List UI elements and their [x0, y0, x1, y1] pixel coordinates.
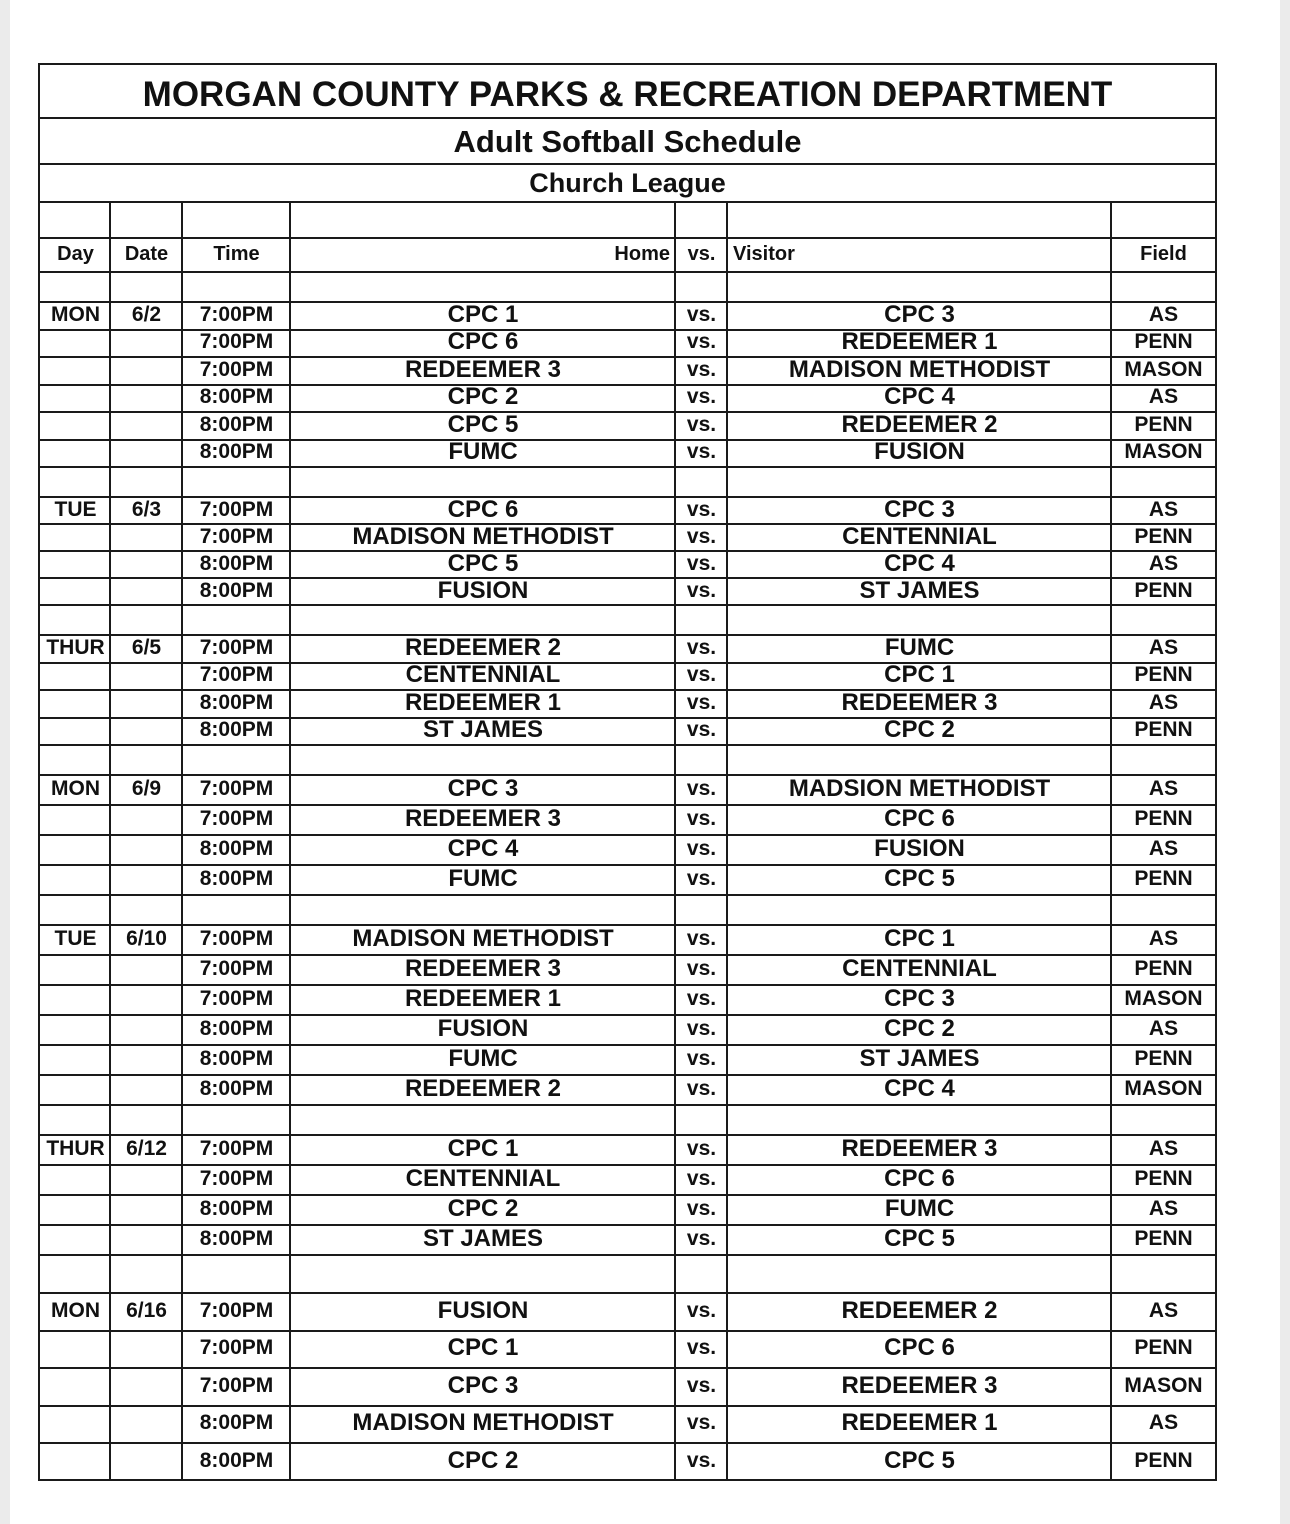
game-time: 8:00PM [199, 1077, 274, 1100]
vs-label: vs. [686, 777, 717, 800]
field-name: AS [1148, 497, 1179, 521]
vs-label: vs. [686, 330, 717, 354]
col-header-home: Home [614, 242, 670, 265]
vs-label: vs. [686, 1017, 717, 1040]
home-team: REDEEMER 2 [404, 1075, 562, 1102]
game-time: 7:00PM [199, 330, 274, 354]
field-name: PENN [1134, 1448, 1193, 1472]
vs-label: vs. [686, 1197, 717, 1220]
visitor-team: REDEEMER 3 [841, 689, 998, 716]
home-team: REDEEMER 1 [404, 985, 562, 1012]
field-name: MASON [1124, 1373, 1203, 1397]
visitor-team: CPC 1 [884, 661, 955, 689]
vs-label: vs. [686, 357, 717, 381]
game-time: 7:00PM [199, 1373, 274, 1397]
vs-label: vs. [686, 837, 717, 860]
schedule-title: Adult Softball Schedule [453, 124, 802, 159]
home-team: CENTENNIAL [405, 1165, 561, 1192]
home-team: CPC 5 [447, 550, 519, 577]
col-header-day: Day [57, 242, 94, 265]
grid-line [1110, 201, 1112, 1480]
home-team: FUMC [448, 438, 518, 466]
field-name: PENN [1134, 330, 1193, 354]
game-time: 8:00PM [199, 1448, 274, 1472]
field-name: AS [1148, 1298, 1179, 1322]
date-label: 6/3 [131, 497, 162, 521]
home-team: CPC 2 [447, 1195, 519, 1222]
vs-label: vs. [686, 412, 717, 436]
vs-label: vs. [686, 1336, 717, 1360]
game-time: 7:00PM [199, 1137, 274, 1160]
field-name: AS [1148, 1137, 1179, 1160]
grid-line [40, 604, 1215, 606]
visitor-team: REDEEMER 2 [841, 1296, 998, 1324]
visitor-team: MADISON METHODIST [788, 356, 1051, 383]
visitor-team: REDEEMER 1 [841, 328, 998, 356]
visitor-team: CPC 2 [884, 716, 955, 744]
schedule-table [38, 63, 1217, 1481]
visitor-team: ST JAMES [859, 577, 980, 604]
game-time: 7:00PM [199, 357, 274, 381]
game-time: 8:00PM [199, 412, 274, 436]
field-name: AS [1148, 690, 1179, 714]
vs-label: vs. [686, 1077, 717, 1100]
visitor-team: MADSION METHODIST [788, 775, 1051, 802]
game-time: 8:00PM [199, 440, 274, 464]
home-team: CPC 5 [447, 411, 519, 438]
field-name: AS [1148, 551, 1179, 575]
field-name: MASON [1124, 440, 1203, 464]
field-name: AS [1148, 1017, 1179, 1040]
home-team: FUSION [437, 577, 529, 604]
field-name: PENN [1134, 412, 1193, 436]
field-name: AS [1148, 385, 1179, 409]
vs-label: vs. [686, 957, 717, 980]
game-time: 7:00PM [199, 635, 274, 659]
field-name: MASON [1124, 987, 1203, 1010]
visitor-team: CPC 6 [884, 805, 955, 832]
field-name: PENN [1134, 524, 1193, 548]
visitor-team: ST JAMES [859, 1045, 980, 1072]
date-label: 6/10 [126, 927, 167, 950]
field-name: AS [1148, 927, 1179, 950]
department-title: MORGAN COUNTY PARKS & RECREATION DEPARTMENT [142, 75, 1113, 114]
home-team: REDEEMER 2 [404, 634, 562, 661]
game-time: 7:00PM [199, 302, 274, 326]
date-label: 6/12 [126, 1137, 167, 1160]
visitor-team: CPC 3 [884, 985, 955, 1012]
vs-label: vs. [686, 987, 717, 1010]
field-name: PENN [1134, 1047, 1193, 1070]
field-name: PENN [1134, 1336, 1193, 1360]
grid-line [109, 201, 111, 1480]
visitor-team: CPC 2 [884, 1015, 955, 1042]
vs-label: vs. [686, 1298, 717, 1322]
home-team: FUSION [437, 1015, 529, 1042]
game-time: 8:00PM [199, 1227, 274, 1250]
game-time: 7:00PM [199, 1167, 274, 1190]
vs-label: vs. [686, 440, 717, 464]
home-team: CPC 3 [447, 1371, 519, 1399]
home-team: CPC 1 [447, 1334, 519, 1362]
home-team: MADISON METHODIST [352, 925, 614, 952]
home-team: FUMC [448, 865, 518, 892]
visitor-team: CPC 1 [884, 925, 955, 952]
game-time: 7:00PM [199, 927, 274, 950]
grid-line [40, 894, 1215, 896]
home-team: REDEEMER 1 [404, 689, 562, 716]
vs-label: vs. [686, 1411, 717, 1435]
vs-label: vs. [686, 718, 717, 742]
field-name: AS [1148, 1411, 1179, 1435]
grid-line [40, 117, 1215, 119]
vs-label: vs. [686, 1373, 717, 1397]
visitor-team: REDEEMER 2 [841, 411, 998, 438]
field-name: AS [1148, 837, 1179, 860]
field-name: AS [1148, 777, 1179, 800]
game-time: 7:00PM [199, 497, 274, 521]
visitor-team: REDEEMER 3 [841, 1135, 998, 1162]
visitor-team: CPC 5 [884, 1225, 955, 1252]
home-team: CPC 1 [447, 301, 519, 328]
grid-line [40, 744, 1215, 746]
col-header-visitor: Visitor [733, 242, 795, 265]
date-label: 6/16 [126, 1298, 167, 1322]
grid-line [674, 201, 676, 1480]
game-time: 7:00PM [199, 524, 274, 548]
vs-label: vs. [686, 1137, 717, 1160]
field-name: PENN [1134, 663, 1193, 687]
date-label: 6/5 [131, 635, 162, 659]
grid-line [726, 201, 728, 1480]
visitor-team: CPC 3 [884, 496, 955, 523]
home-team: REDEEMER 3 [404, 955, 562, 982]
home-team: CPC 2 [447, 383, 519, 411]
grid-line [40, 201, 1215, 203]
visitor-team: FUMC [884, 634, 955, 661]
day-label: TUE [54, 497, 97, 521]
game-time: 8:00PM [199, 1017, 274, 1040]
day-label: THUR [46, 635, 105, 659]
game-time: 8:00PM [199, 1411, 274, 1435]
vs-label: vs. [686, 635, 717, 659]
home-team: MADISON METHODIST [352, 523, 614, 550]
game-time: 8:00PM [199, 837, 274, 860]
game-time: 8:00PM [199, 867, 274, 890]
game-time: 7:00PM [199, 807, 274, 830]
grid-line [181, 201, 183, 1480]
game-time: 8:00PM [199, 551, 274, 575]
field-name: PENN [1134, 1227, 1193, 1250]
field-name: PENN [1134, 807, 1193, 830]
day-label: THUR [46, 1137, 105, 1160]
game-time: 8:00PM [199, 1197, 274, 1220]
visitor-team: FUSION [874, 438, 965, 466]
field-name: PENN [1134, 578, 1193, 602]
visitor-team: CPC 4 [884, 550, 955, 577]
field-name: MASON [1124, 357, 1203, 381]
home-team: CPC 1 [447, 1135, 519, 1162]
game-time: 8:00PM [199, 578, 274, 602]
day-label: TUE [54, 927, 97, 950]
vs-label: vs. [686, 1227, 717, 1250]
day-label: MON [51, 1298, 100, 1322]
home-team: CPC 3 [447, 775, 519, 802]
vs-label: vs. [686, 927, 717, 950]
home-team: CPC 4 [447, 835, 519, 862]
game-time: 8:00PM [199, 385, 274, 409]
visitor-team: CENTENNIAL [842, 523, 997, 550]
game-time: 7:00PM [199, 957, 274, 980]
home-team: REDEEMER 3 [404, 356, 562, 383]
col-header-time: Time [213, 242, 260, 265]
vs-label: vs. [686, 551, 717, 575]
vs-label: vs. [686, 302, 717, 326]
visitor-team: FUSION [874, 835, 965, 862]
home-team: REDEEMER 3 [404, 805, 562, 832]
vs-label: vs. [686, 867, 717, 890]
visitor-team: CPC 3 [884, 301, 955, 328]
field-name: AS [1148, 302, 1179, 326]
visitor-team: REDEEMER 1 [841, 1409, 998, 1437]
home-team: CPC 6 [447, 496, 519, 523]
vs-label: vs. [686, 578, 717, 602]
home-team: ST JAMES [422, 1225, 544, 1252]
vs-label: vs. [686, 807, 717, 830]
grid-line [40, 466, 1215, 468]
field-name: PENN [1134, 957, 1193, 980]
field-name: PENN [1134, 1167, 1193, 1190]
grid-line [40, 1104, 1215, 1106]
game-time: 7:00PM [199, 1336, 274, 1360]
vs-label: vs. [686, 1167, 717, 1190]
game-time: 7:00PM [199, 1298, 274, 1322]
game-time: 8:00PM [199, 690, 274, 714]
field-name: PENN [1134, 867, 1193, 890]
col-header-field: Field [1140, 242, 1187, 265]
vs-label: vs. [686, 690, 717, 714]
visitor-team: CPC 5 [884, 1446, 955, 1474]
col-header-date: Date [124, 242, 169, 265]
game-time: 8:00PM [199, 718, 274, 742]
field-name: AS [1148, 1197, 1179, 1220]
vs-label: vs. [686, 497, 717, 521]
game-time: 7:00PM [199, 663, 274, 687]
home-team: CPC 6 [447, 328, 519, 356]
day-label: MON [51, 302, 100, 326]
visitor-team: FUMC [884, 1195, 955, 1222]
grid-line [40, 1254, 1215, 1256]
grid-line [289, 201, 291, 1480]
field-name: PENN [1134, 718, 1193, 742]
home-team: FUSION [437, 1296, 529, 1324]
col-header-vs: vs. [687, 242, 716, 265]
date-label: 6/2 [131, 302, 162, 326]
home-team: FUMC [448, 1045, 518, 1072]
document-page [10, 0, 1280, 1524]
league-title: Church League [529, 168, 726, 198]
home-team: MADISON METHODIST [352, 1409, 614, 1437]
game-time: 7:00PM [199, 987, 274, 1010]
visitor-team: CPC 4 [884, 1075, 955, 1102]
game-time: 7:00PM [199, 777, 274, 800]
vs-label: vs. [686, 663, 717, 687]
vs-label: vs. [686, 524, 717, 548]
grid-line [40, 163, 1215, 165]
visitor-team: CENTENNIAL [842, 955, 997, 982]
visitor-team: CPC 6 [884, 1165, 955, 1192]
grid-line [40, 271, 1215, 273]
visitor-team: REDEEMER 3 [841, 1371, 998, 1399]
home-team: ST JAMES [422, 716, 544, 744]
field-name: MASON [1124, 1077, 1203, 1100]
field-name: AS [1148, 635, 1179, 659]
home-team: CENTENNIAL [405, 661, 561, 689]
vs-label: vs. [686, 385, 717, 409]
vs-label: vs. [686, 1448, 717, 1472]
day-label: MON [51, 777, 100, 800]
home-team: CPC 2 [447, 1446, 519, 1474]
visitor-team: CPC 6 [884, 1334, 955, 1362]
visitor-team: CPC 5 [884, 865, 955, 892]
game-time: 8:00PM [199, 1047, 274, 1070]
date-label: 6/9 [131, 777, 162, 800]
vs-label: vs. [686, 1047, 717, 1070]
visitor-team: CPC 4 [884, 383, 955, 411]
